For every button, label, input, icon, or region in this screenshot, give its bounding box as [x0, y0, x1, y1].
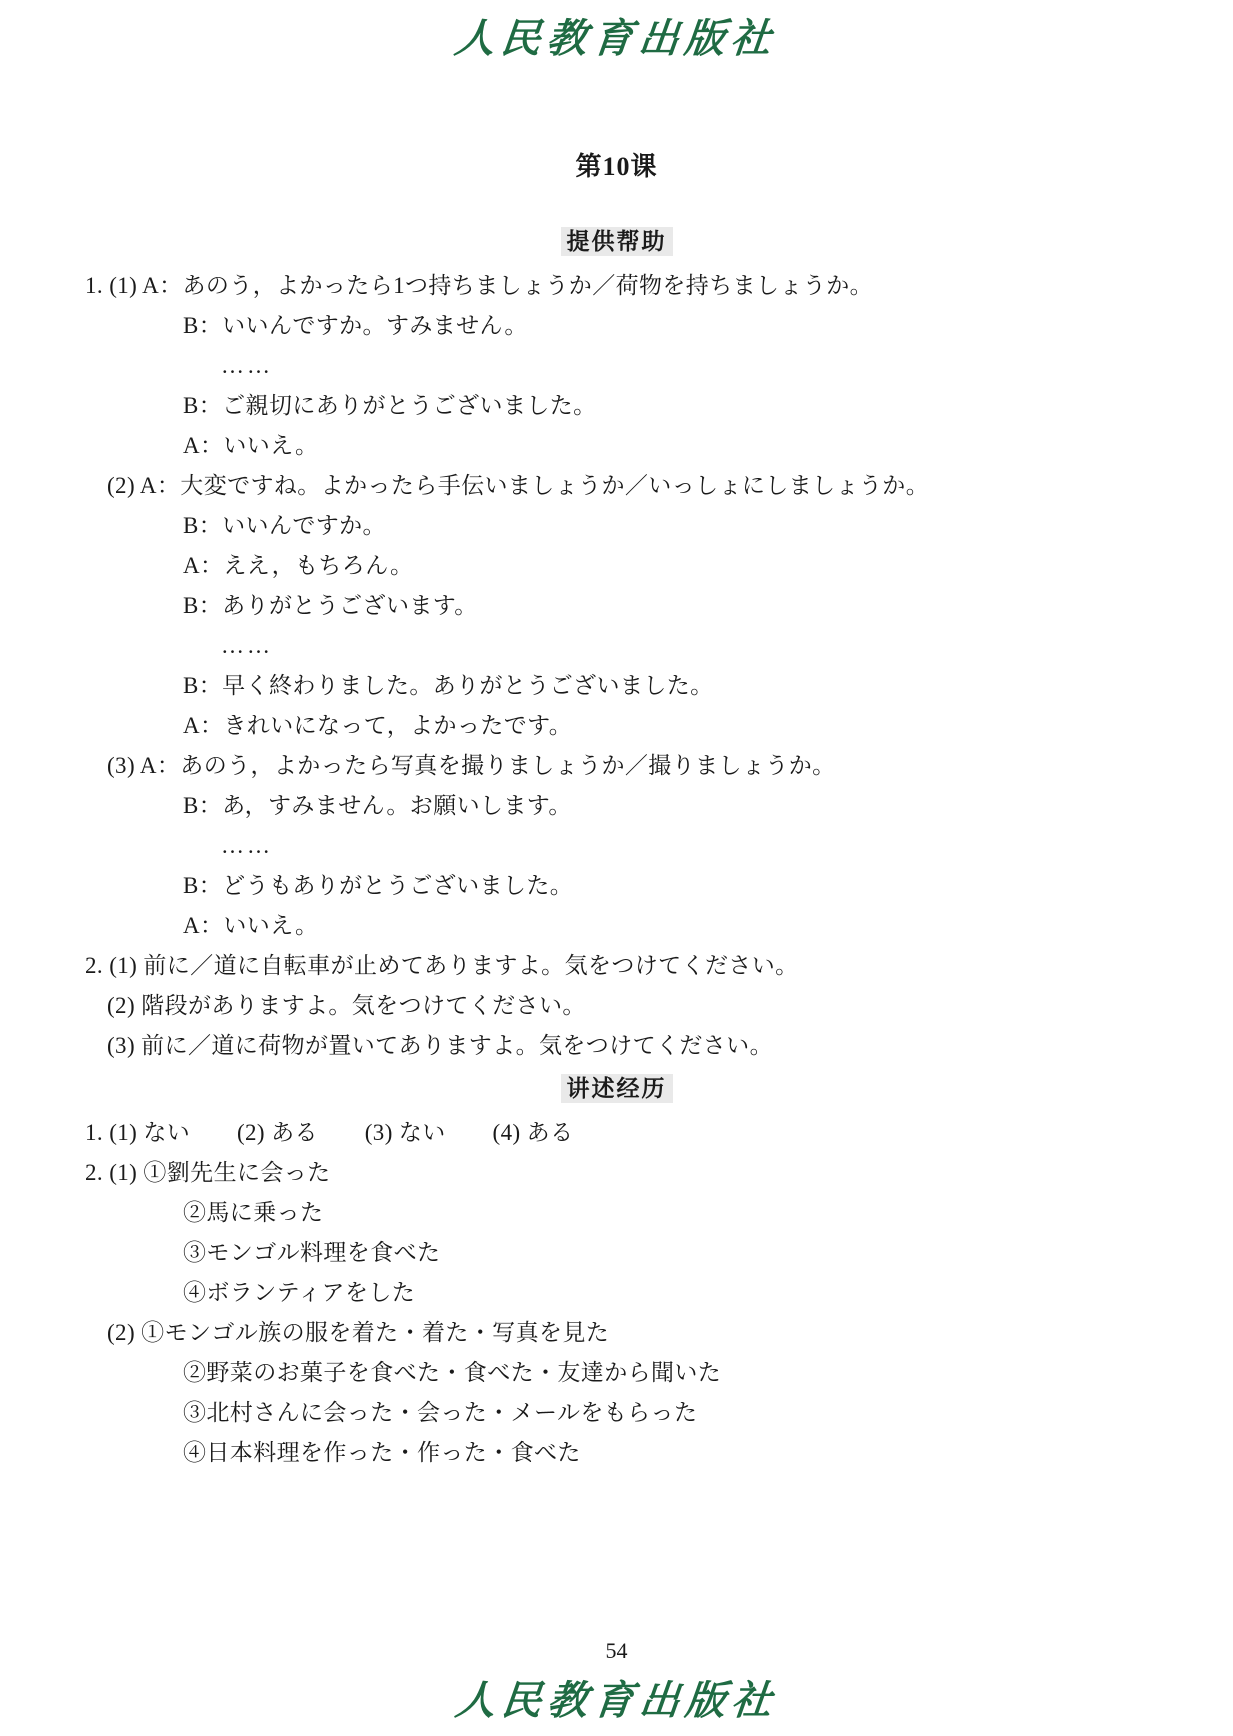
answer-line: B：いいんですか。すみません。 [183, 313, 528, 338]
answer-line: (2) ①モンゴル族の服を着た・着た・写真を見た [107, 1320, 610, 1345]
section-body-1 [85, 266, 1148, 1066]
section-heading-1-label: 提供帮助 [561, 227, 673, 256]
answer-line: ③北村さんに会った・会った・メールをもらった [183, 1400, 698, 1425]
page-number: 54 [605, 1638, 628, 1663]
answer-line: A：いいえ。 [183, 913, 319, 938]
answer-line: ④日本料理を作った・作った・食べた [183, 1440, 581, 1465]
answer-line: B：早く終わりました。ありがとうございました。 [183, 673, 714, 698]
answer-line: ④ボランティアをした [183, 1280, 416, 1305]
answer-line: …… [221, 833, 273, 858]
page-title: 第10课 [575, 152, 658, 181]
answer-line: …… [221, 633, 273, 658]
section-body-2 [85, 1113, 1148, 1473]
answer-line: A：ええ，もちろん。 [183, 553, 414, 578]
answer-line: 2. (1) 前に／道に自転車が止めてありますよ。気をつけてください。 [85, 953, 799, 978]
answer-line: B：いいんですか。 [183, 513, 386, 538]
section-heading-1 [85, 223, 1148, 256]
answer-line: ②野菜のお菓子を食べた・食べた・友達から聞いた [183, 1360, 722, 1385]
answer-line: (2) A：大変ですね。よかったら手伝いましょうか／いっしょにしましょうか。 [107, 473, 930, 498]
answer-line: B：どうもありがとうございました。 [183, 873, 574, 898]
answer-line: 2. (1) ①劉先生に会った [85, 1160, 331, 1185]
answer-line: A：いいえ。 [183, 433, 319, 458]
answer-line: ②馬に乗った [183, 1200, 324, 1225]
answer-line: A：きれいになって，よかったです。 [183, 713, 573, 738]
section-heading-2-label: 讲述经历 [561, 1074, 673, 1103]
publisher-logo-top: 人民教育出版社 [452, 15, 780, 62]
answer-line: B：ありがとうございます。 [183, 593, 478, 618]
section-heading-2 [85, 1070, 1148, 1103]
answer-line: …… [221, 353, 273, 378]
answer-line: B：あ，すみません。お願いします。 [183, 793, 572, 818]
answer-line: (3) A：あのう，よかったら写真を撮りましょうか／撮りましょうか。 [107, 753, 836, 778]
publisher-logo-bottom: 人民教育出版社 [453, 1677, 781, 1724]
answer-line: (3) 前に／道に荷物が置いてありますよ。気をつけてください。 [107, 1033, 773, 1058]
answer-line: 1. (1) A：あのう，よかったら1つ持ちましょうか／荷物を持ちましょうか。 [85, 273, 874, 298]
answer-line: B：ご親切にありがとうございました。 [183, 393, 597, 418]
answer-line: ③モンゴル料理を食べた [183, 1240, 441, 1265]
answer-line: (2) 階段がありますよ。気をつけてください。 [107, 993, 586, 1018]
answer-line: 1. (1) ない (2) ある (3) ない (4) ある [85, 1120, 574, 1145]
